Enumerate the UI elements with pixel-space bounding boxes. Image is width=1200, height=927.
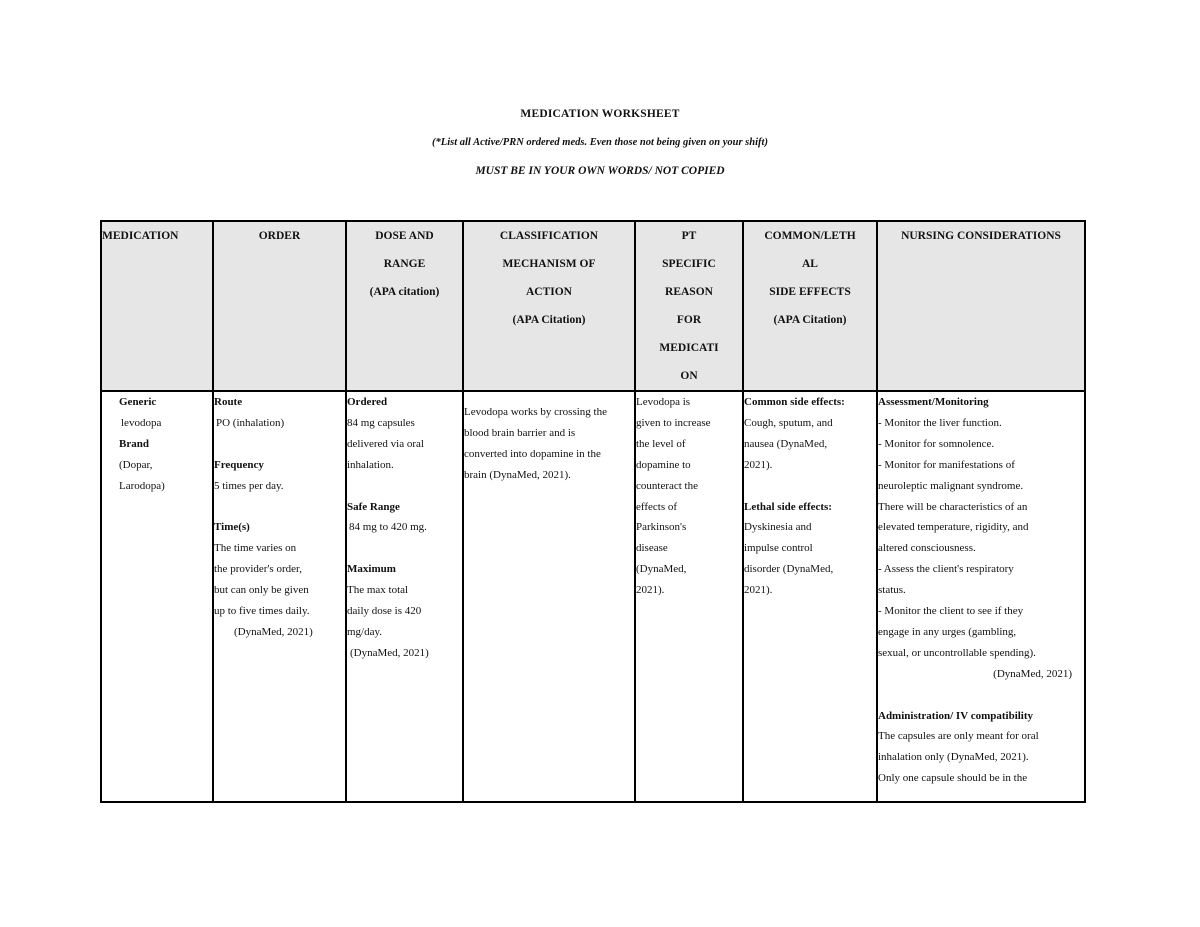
time-line: up to five times daily. [214,605,310,618]
classification-line: blood brain barrier and is [464,426,576,439]
reason-line: counteract the [636,479,698,492]
assessment-line: - Assess the client's respiratory [878,563,1014,576]
dose-citation: (DynaMed, 2021) [350,646,429,659]
time-label: Time(s) [214,521,250,534]
lethal-side-effects-line: impulse control [744,542,813,555]
frequency-value: 5 times per day. [214,479,284,492]
lethal-side-effects-line: Dyskinesia and [744,521,812,534]
assessment-label: Assessment/Monitoring [878,396,989,408]
time-line: The time varies on [214,542,297,555]
maximum-line: The max total [347,584,409,597]
classification-line: brain (DynaMed, 2021). [464,468,571,481]
brand-value: Larodopa) [119,479,165,492]
assessment-line: sexual, or uncontrollable spending). [878,646,1036,659]
lethal-side-effects-line: 2021). [744,584,773,597]
assessment-line: - Monitor the liver function. [878,416,1002,429]
assessment-line: engage in any urges (gambling, [878,625,1017,638]
frequency-label: Frequency [214,458,264,471]
reason-line: Levodopa is [636,396,691,408]
ordered-line: 84 mg capsules [347,416,415,429]
assessment-line: neuroleptic malignant syndrome. [878,479,1024,492]
lethal-side-effects-line: disorder (DynaMed, [744,563,834,576]
common-side-effects-label: Common side effects: [744,396,845,408]
header-classification: CLASSIFICATION MECHANISM OF ACTION (APA Citation) [463,221,635,391]
assessment-line: There will be characteristics of an [878,500,1028,513]
maximum-label: Maximum [347,563,396,576]
ordered-label: Ordered [347,396,388,408]
maximum-line: daily dose is 420 [347,605,422,618]
cell-dose [346,391,463,802]
assessment-line: - Monitor for somnolence. [878,437,995,450]
cell-reason [635,391,743,802]
reason-line: Parkinson's [636,521,687,534]
generic-value: levodopa [121,416,162,429]
brand-label: Brand [119,437,149,450]
time-line: the provider's order, [214,563,302,576]
assessment-line: status. [878,584,906,597]
ordered-line: inhalation. [347,458,394,471]
worksheet-title: MEDICATION WORKSHEET [520,108,680,120]
header-dose-range: DOSE AND RANGE (APA citation) [346,221,463,391]
reason-line: 2021). [636,584,665,597]
header-nursing: NURSING CONSIDERATIONS [877,221,1085,391]
assessment-line: altered consciousness. [878,542,976,555]
classification-line: converted into dopamine in the [464,447,601,460]
header-order: ORDER [213,221,346,391]
reason-line: the level of [636,437,686,450]
lethal-side-effects-label: Lethal side effects: [744,500,832,513]
header-side-effects: COMMON/LETH AL SIDE EFFECTS (APA Citation) [743,221,877,391]
assessment-line: elevated temperature, rigidity, and [878,521,1029,534]
time-line: but can only be given [214,584,309,597]
cell-classification [463,391,635,802]
worksheet-subtitle: (*List all Active/PRN ordered meds. Even those not being given on your shift) [432,137,768,148]
ordered-line: delivered via oral [347,437,424,450]
assessment-line: - Monitor the client to see if they [878,605,1024,618]
medication-table [100,220,1086,803]
reason-line: effects of [636,500,678,513]
header-medication: MEDICATION [101,221,213,391]
nursing-citation: (DynaMed, 2021) [993,667,1072,680]
order-citation: (DynaMed, 2021) [234,625,313,638]
reason-line: dopamine to [636,458,691,471]
generic-label: Generic [119,396,157,408]
cell-nursing [877,391,1085,802]
route-label: Route [214,396,243,408]
safe-range-value: 84 mg to 420 mg. [349,521,427,534]
route-value: PO (inhalation) [216,416,285,429]
reason-line: (DynaMed, [636,563,687,576]
common-side-effects-line: Cough, sputum, and [744,416,833,429]
table-row [101,391,1085,802]
assessment-line: - Monitor for manifestations of [878,458,1015,471]
cell-order [213,391,346,802]
classification-line: Levodopa works by crossing the [464,406,607,418]
administration-label: Administration/ IV compatibility [878,709,1034,722]
cell-side-effects [743,391,877,802]
administration-line: inhalation only (DynaMed, 2021). [878,751,1029,764]
cell-medication [101,391,213,802]
brand-value: (Dopar, [119,458,153,471]
maximum-line: mg/day. [347,625,383,638]
administration-line: Only one capsule should be in the [878,772,1028,785]
safe-range-label: Safe Range [347,500,400,513]
common-side-effects-line: nausea (DynaMed, [744,437,828,450]
reason-line: given to increase [636,416,711,429]
worksheet-note: MUST BE IN YOUR OWN WORDS/ NOT COPIED [475,165,725,177]
header-reason: PT SPECIFIC REASON FOR MEDICATI ON [635,221,743,391]
reason-line: disease [636,542,668,555]
common-side-effects-line: 2021). [744,458,773,471]
table-header-row [101,221,1085,391]
administration-line: The capsules are only meant for oral [878,730,1039,743]
